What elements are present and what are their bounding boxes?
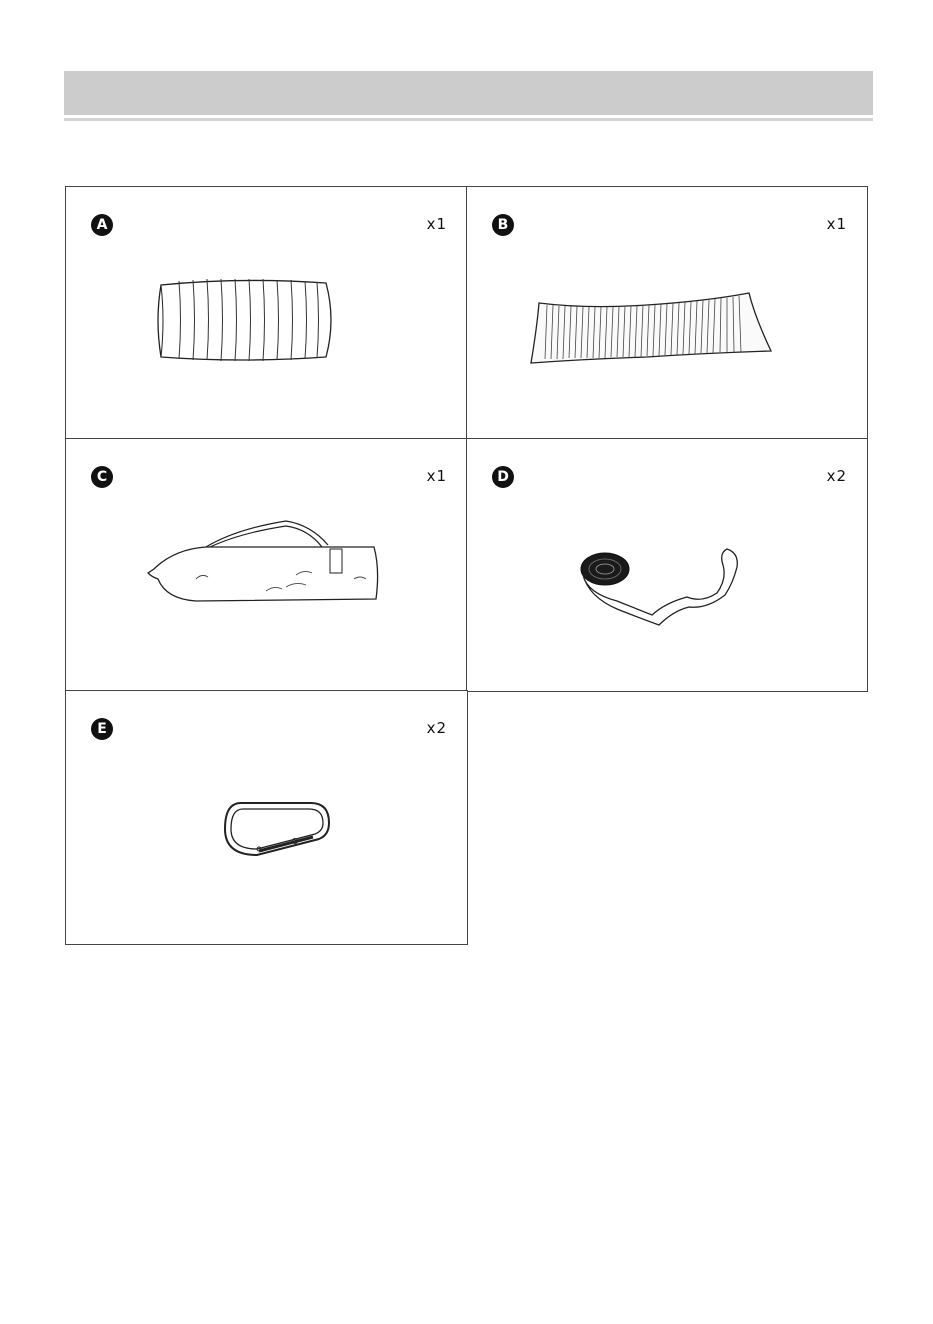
part-letter-badge: E xyxy=(91,718,113,740)
part-quantity: x2 xyxy=(826,467,847,485)
part-quantity: x1 xyxy=(426,467,447,485)
part-letter-badge: C xyxy=(91,466,113,488)
carabiner-icon xyxy=(221,799,333,859)
part-letter-badge: D xyxy=(492,466,514,488)
part-letter-badge: A xyxy=(91,214,113,236)
part-card-e xyxy=(65,690,468,945)
header-divider xyxy=(64,118,873,121)
part-letter-badge: B xyxy=(492,214,514,236)
part-quantity: x2 xyxy=(426,719,447,737)
part-card-c xyxy=(65,438,468,692)
part-card-d xyxy=(466,438,868,692)
header-bar xyxy=(64,71,873,115)
tree-strap-icon xyxy=(577,547,777,627)
parts-grid xyxy=(65,186,868,945)
carry-bag-icon xyxy=(146,519,391,609)
part-card-a xyxy=(65,186,468,440)
part-quantity: x1 xyxy=(426,215,447,233)
hammock-roll-icon xyxy=(151,275,341,365)
stuffed-pouch-icon xyxy=(527,287,777,367)
part-card-b xyxy=(466,186,868,440)
part-quantity: x1 xyxy=(826,215,847,233)
